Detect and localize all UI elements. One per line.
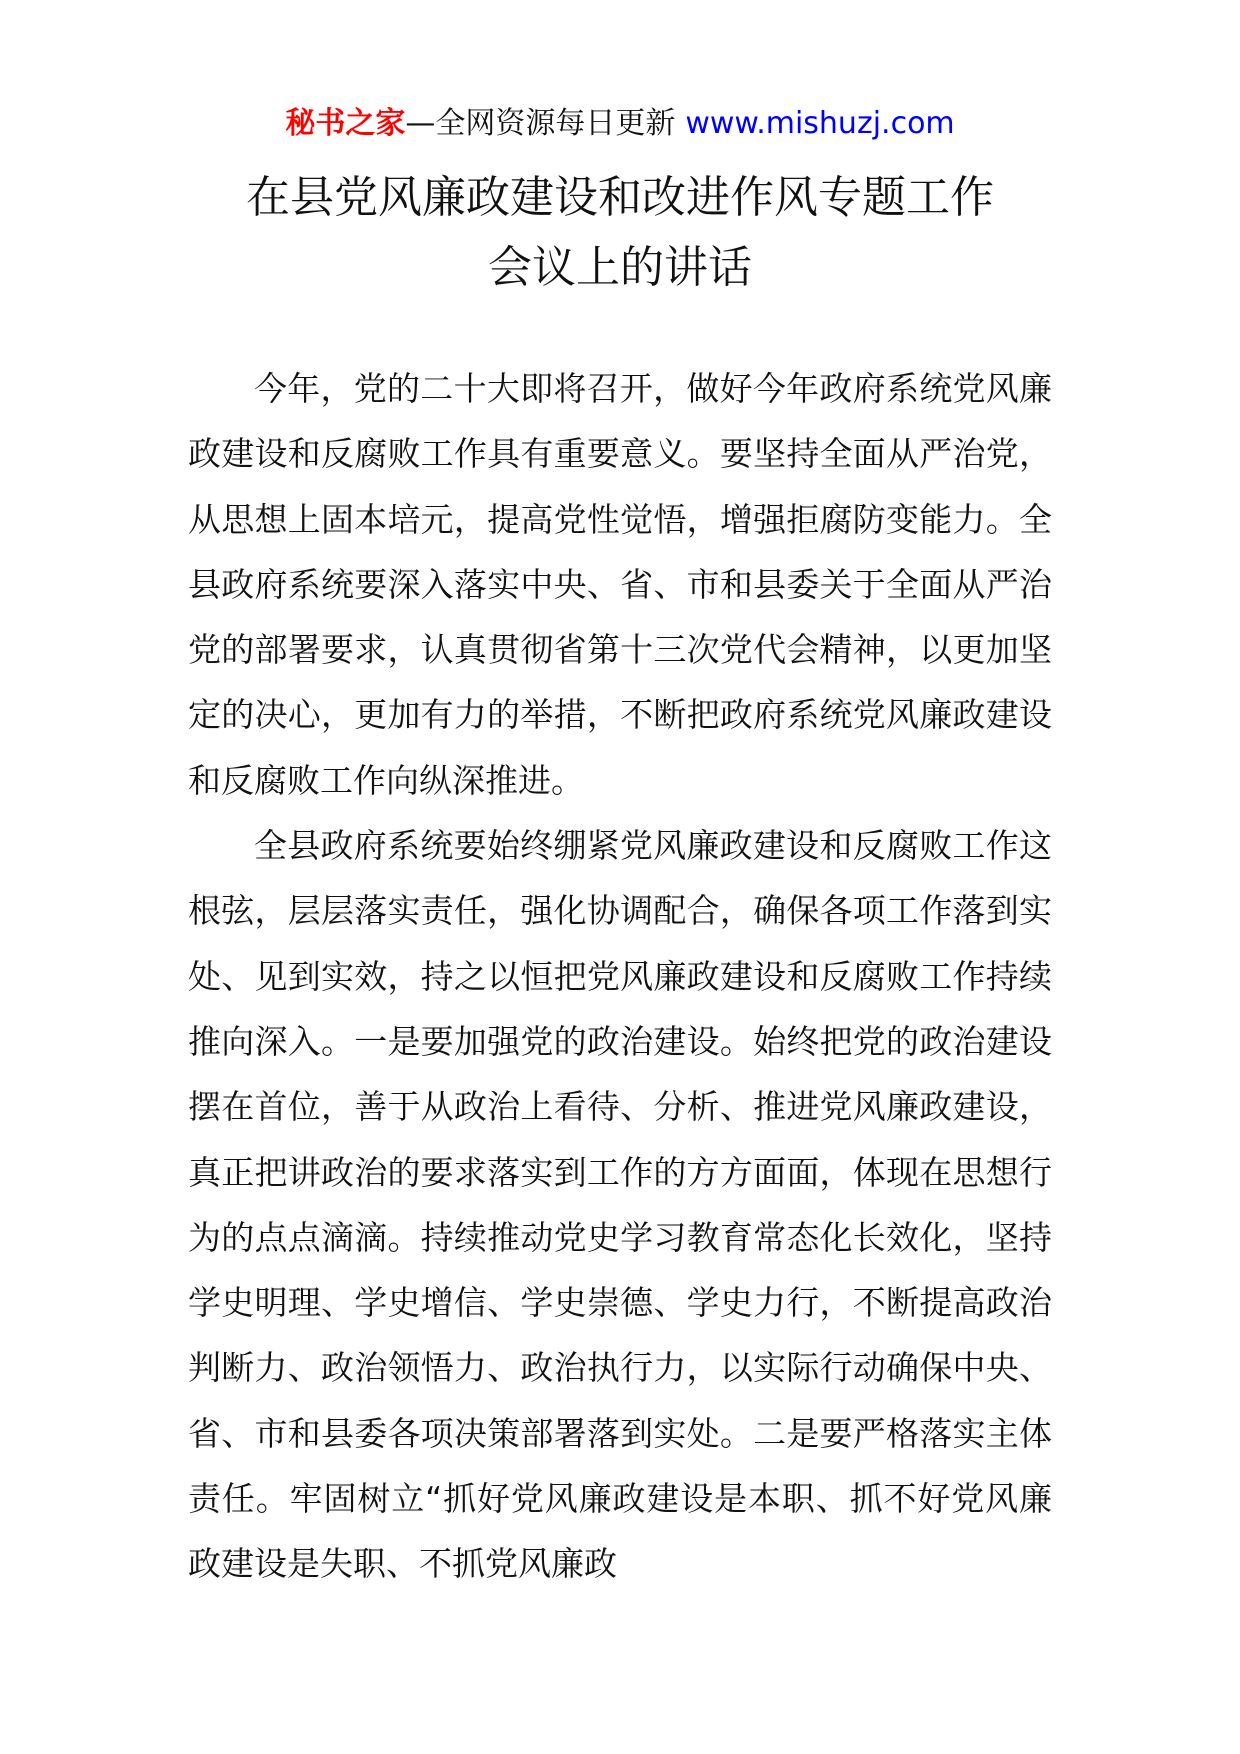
site-header <box>0 104 1240 144</box>
paragraph-2: 全县政府系统要始终绷紧党风廉政建设和反腐败工作这根弦，层层落实责任，强化协调配合，确保各项工作落到实处、见到实效，持之以恒把党风廉政建设和反腐败工作持续推向深入。一是要加强党的政治建设。始终把党的政治建设摆在首位，善于从政治上看待、分析、推进党风廉政建设，真正把讲政治的要求落实到工作的方方面面，体现在思想行为的点点滴滴。持续推动党史学习教育常态化长效化，坚持学史明理、学史增信、学史崇德、学史力行，不断提高政治判断力、政治领悟力、政治执行力，以实际行动确保中央、省、市和县委各项决策部署落到实处。二是要严格落实主体责任。牢固树立“抓好党风廉政建设是本职、抓不好党风廉政建设是失职、不抓党风廉政 <box>188 826 1052 1584</box>
document-body <box>188 356 1052 1597</box>
title-line-1: 在县党风廉政建设和改进作风专题工作 <box>246 172 994 223</box>
header-tagline: —全网资源每日更新 <box>405 106 676 141</box>
title-line-2: 会议上的讲话 <box>488 242 752 293</box>
document-title <box>0 163 1240 303</box>
site-url[interactable]: www.mishuzj.com <box>685 106 955 141</box>
brand-name: 秘书之家 <box>285 106 406 141</box>
paragraph-1: 今年，党的二十大即将召开，做好今年政府系统党风廉政建设和反腐败工作具有重要意义。要坚持全面从严治党，从思想上固本培元，提高党性觉悟，增强拒腐防变能力。全县政府系统要深入落实中央、省、市和县委关于全面从严治党的部署要求，认真贯彻省第十三次党代会精神，以更加坚定的决心，更加有力的举措，不断把政府系统党风廉政建设和反腐败工作向纵深推进。 <box>188 369 1052 800</box>
